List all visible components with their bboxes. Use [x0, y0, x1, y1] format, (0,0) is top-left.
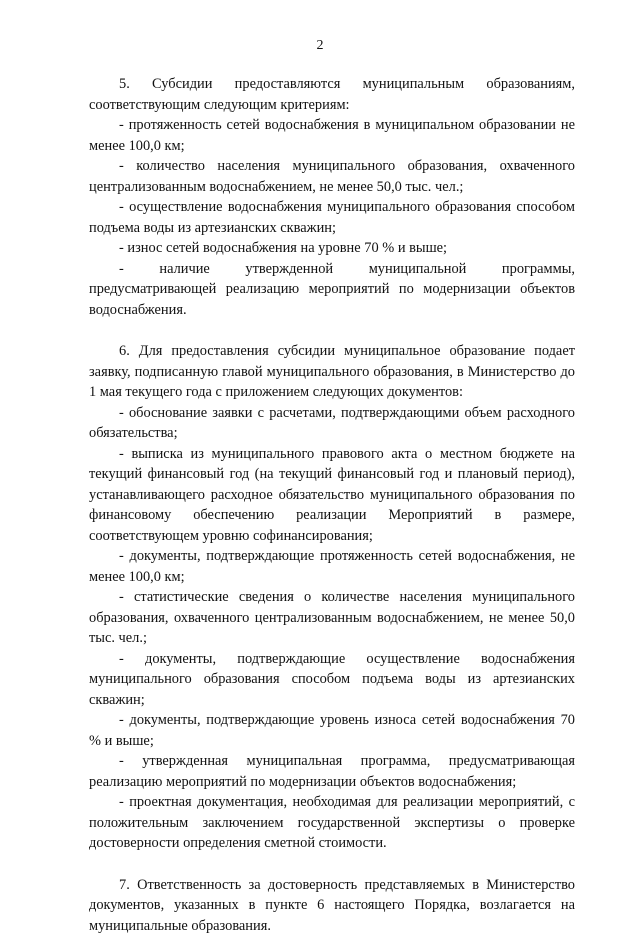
- section-gap: [89, 854, 575, 875]
- document-body: [89, 74, 575, 936]
- document-item-artesian-wells: - документы, подтверждающие осуществление водоснабжения муниципального образования способом подъема воды из артезианских скважин;: [89, 649, 575, 711]
- paragraph-6-intro: 6. Для предоставления субсидии муниципальное образование подает заявку, подписанную главой муниципального образования, в Министерство до 1 мая текущего года с приложением следующих документов:: [89, 341, 575, 403]
- document-item-network-length: - документы, подтверждающие протяженность сетей водоснабжения, не менее 100,0 км;: [89, 546, 575, 587]
- document-item-justification: - обоснование заявки с расчетами, подтверждающими объем расходного обязательства;: [89, 403, 575, 444]
- criterion-artesian-wells: - осуществление водоснабжения муниципального образования способом подъема воды из артезианских скважин;: [89, 197, 575, 238]
- document-item-wear-level: - документы, подтверждающие уровень износа сетей водоснабжения 70 % и выше;: [89, 710, 575, 751]
- criterion-municipal-program: - наличие утвержденной муниципальной программы, предусматривающей реализацию мероприятий по модернизации объектов водоснабжения.: [89, 259, 575, 321]
- paragraph-7: 7. Ответственность за достоверность представляемых в Министерство документов, указанных в пункте 6 настоящего Порядка, возлагается на муниципальные образования.: [89, 875, 575, 936]
- document-item-program: - утвержденная муниципальная программа, предусматривающая реализацию мероприятий по модернизации объектов водоснабжения;: [89, 751, 575, 792]
- criterion-wear-level: - износ сетей водоснабжения на уровне 70 % и выше;: [89, 238, 575, 259]
- document-item-project-docs: - проектная документация, необходимая для реализации мероприятий, с положительным заключением государственной экспертизы о проверке достоверности определения сметной стоимости.: [89, 792, 575, 854]
- document-item-statistics: - статистические сведения о количестве населения муниципального образования, охваченного централизованным водоснабжением, не менее 50,0 тыс. чел.;: [89, 587, 575, 649]
- page-number: 2: [0, 36, 640, 57]
- criterion-network-length: - протяженность сетей водоснабжения в муниципальном образовании не менее 100,0 км;: [89, 115, 575, 156]
- paragraph-5-intro: 5. Субсидии предоставляются муниципальным образованиям, соответствующим следующим критериям:: [89, 74, 575, 115]
- document-item-budget-extract: - выписка из муниципального правового акта о местном бюджете на текущий финансовый год (на текущий финансовый год и плановый период), устанавливающего расходное обязательство муниципального образования по финансовому обеспечению реализации Мероприятий в размере, соответствующем уровню софинансирования;: [89, 444, 575, 547]
- section-gap: [89, 320, 575, 341]
- criterion-population: - количество населения муниципального образования, охваченного централизованным водоснабжением, не менее 50,0 тыс. чел.;: [89, 156, 575, 197]
